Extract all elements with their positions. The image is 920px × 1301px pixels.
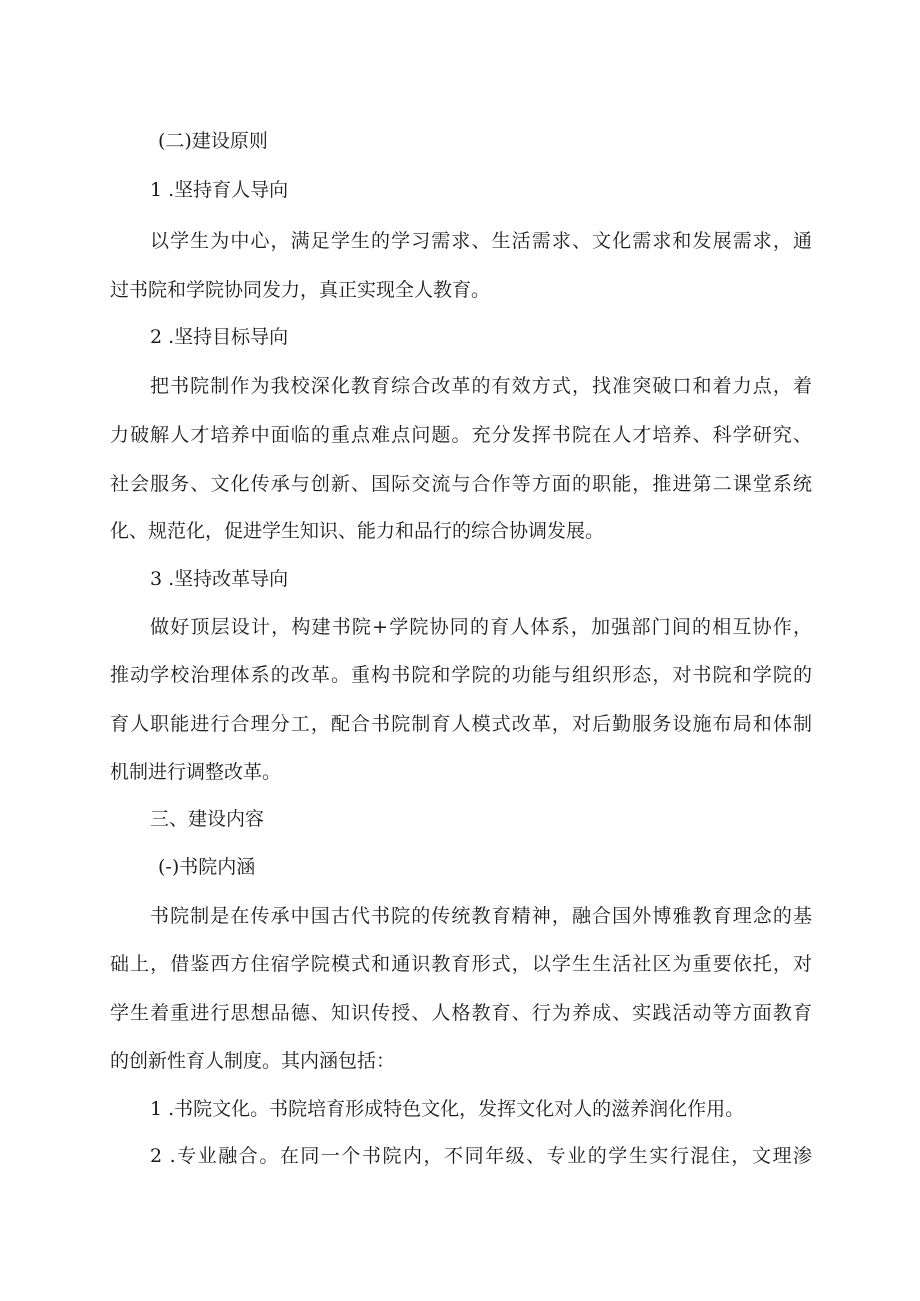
item2-line1: 把书院制作为我校深化教育综合改革的有效方式，找准突破口和着力点，着: [150, 375, 812, 397]
item3-title: 3 .坚持改革导向: [150, 568, 289, 590]
item3-line2: 推动学校治理体系的改革。重构书院和学院的功能与组织形态，对书院和学院的: [110, 664, 812, 686]
item3-line1: 做好顶层设计，构建书院+学院协同的育人体系，加强部门间的相互协作，: [150, 616, 812, 638]
sub1-title: (-)书院内涵: [158, 856, 256, 878]
point1: 1 .书院文化。书院培育形成特色文化，发挥文化对人的滋养润化作用。: [150, 1098, 745, 1120]
item1-title: 1 .坚持育人导向: [150, 179, 289, 201]
item2-line4: 化、规范化，促进学生知识、能力和品行的综合协调发展。: [110, 520, 605, 542]
heading-principles: (二)建设原则: [158, 130, 268, 152]
item1-line1: 以学生为中心，满足学生的学习需求、生活需求、文化需求和发展需求，通: [150, 230, 812, 252]
sub1-line4: 的创新性育人制度。其内涵包括：: [110, 1050, 396, 1072]
point2: 2 .专业融合。在同一个书院内，不同年级、专业的学生实行混住，文理渗: [150, 1145, 812, 1167]
sub1-line1: 书院制是在传承中国古代书院的传统教育精神，融合国外博雅教育理念的基: [150, 905, 812, 927]
sub1-line2: 础上，借鉴西方住宿学院模式和通识教育形式，以学生生活社区为重要依托，对: [110, 953, 812, 975]
item2-line2: 力破解人才培养中面临的重点难点问题。充分发挥书院在人才培养、科学研究、: [110, 424, 812, 446]
item3-line4: 机制进行调整改革。: [110, 761, 282, 783]
sub1-line3: 学生着重进行思想品德、知识传授、人格教育、行为养成、实践活动等方面教育: [110, 1002, 812, 1024]
item3-line3: 育人职能进行合理分工，配合书院制育人模式改革，对后勤服务设施布局和体制: [110, 713, 812, 735]
item2-line3: 社会服务、文化传承与创新、国际交流与合作等方面的职能，推进第二课堂系统: [110, 473, 812, 495]
section3-title: 三、建设内容: [150, 808, 265, 830]
item2-title: 2 .坚持目标导向: [150, 326, 289, 348]
item1-line2: 过书院和学院协同发力，真正实现全人教育。: [110, 279, 491, 301]
